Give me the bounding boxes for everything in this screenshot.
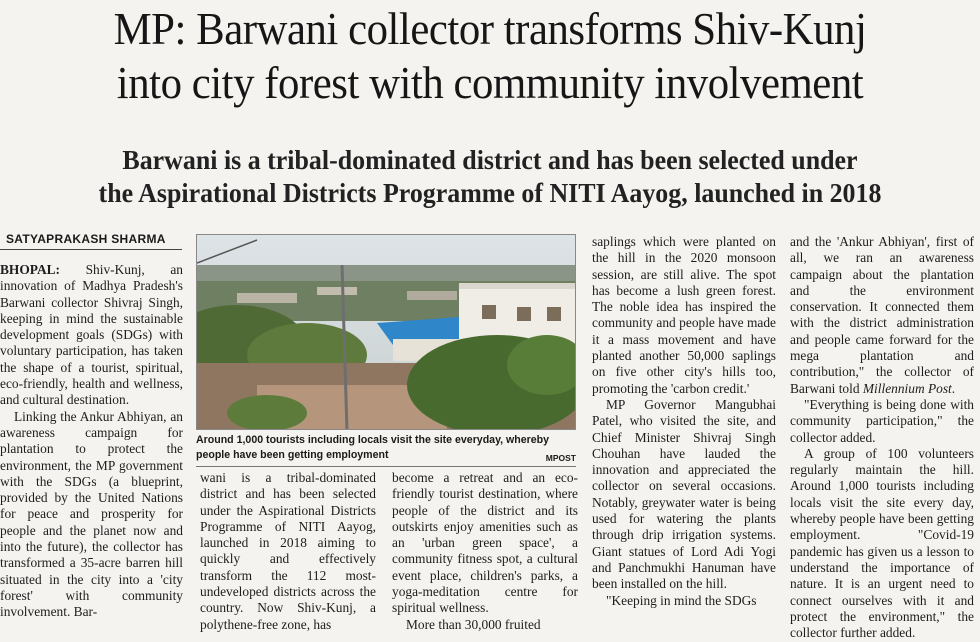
dateline: BHOPAL: (0, 262, 61, 277)
paragraph: "Keeping in mind the SDGs (606, 592, 757, 608)
paragraph: A group of 100 volunteers regularly maintain the hill. Around 1,000 tourists including locals visit the site every day, whereby people have been getting employment. "Covid-19 pandemic has given us a lesson to understand the importance of nature. It is an urgent need to connect ourselves with it and protect the environment," the collector further added. (790, 445, 974, 641)
photo-credit: MPOST (545, 452, 576, 463)
paragraph-text: Shiv-Kunj, an innovation of Madhya Pradesh's Barwani collector Shivraj Singh, keeping in mind the sustainable development goals (SDGs) with voluntary participation, has taken the shape of a tourist, spiritual, eco-friendly, health and wellness, and cultural destination. (0, 262, 183, 408)
paragraph-text: . (951, 380, 956, 396)
column-1 (0, 262, 183, 642)
caption-rule (196, 466, 576, 467)
photo-caption (196, 433, 576, 465)
paragraph (0, 262, 183, 409)
column-2 (200, 470, 376, 642)
paragraph: become a retreat and an eco-friendly tourist destination, where people of the district and its outskirts enjoy amenities such as an 'urban green space', a community fitness spot, a cultural event place, children's parks, a yoga-meditation centre for spiritual wellness. (392, 470, 578, 616)
paragraph: wani is a tribal-dominated district and has been selected under the Aspirational Districts Programme of NITI Aayog, launched in 2018 aiming to quickly and effectively transform the 112 most-undeveloped districts across the country. Now Shiv-Kunj, a polythene-free zone, has (200, 470, 376, 632)
subhead-line-1: Barwani is a tribal-dominated district and has been selected under (122, 145, 858, 175)
paragraph: Linking the Ankur Abhiyan, an awareness campaign for plantation to protect the environment, the MP government with the SDGs (a blueprint, provided by the United Nations for peace and prosperity for people and the planet now and into the future), the collector has transformed a 35-acre barren hill situated in the city into a 'city forest' with community involvement. Bar- (0, 408, 183, 620)
subheadline (20, 144, 961, 210)
paragraph: MP Governor Mangubhai Patel, who visited the site, and Chief Minister Shivraj Singh Chouhan have lauded the innovation and appreciated the collector on several occasions. Notably, greywater water is being used for watering the plants through drip irrigation systems. Giant statues of Lord Adi Yogi and Panchmukhi Hanuman have been installed on the hill. (592, 396, 776, 592)
paragraph: More than 30,000 fruited (406, 616, 541, 632)
photo-illustration (197, 235, 576, 430)
paragraph: "Everything is being done with community participation," the collector added. (790, 396, 974, 445)
byline: SATYAPRAKASH SHARMA (6, 232, 166, 246)
headline-line-1: MP: Barwani collector transforms Shiv-Kunj (113, 3, 867, 54)
column-3 (392, 470, 578, 642)
column-5 (790, 234, 974, 642)
headline-line-2: into city forest with community involvement (116, 57, 864, 108)
publication-name: Millennium Post (862, 380, 952, 396)
caption-text: Around 1,000 tourists including locals visit the site everyday, whereby people have been getting employment (196, 434, 550, 461)
column-4 (592, 234, 776, 642)
paragraph (790, 234, 974, 397)
paragraph: saplings which were planted on the hill in the 2020 monsoon session, are still alive. The spot has become a lush green forest. The noble idea has inspired the community and people have made it a mass movement and have planted another 50,000 saplings on five other city's hills too, promoting the 'carbon credit.' (592, 234, 776, 396)
article-photo (196, 234, 576, 430)
paragraph-text: and the 'Ankur Abhiyan', first of all, we ran an awareness campaign about the plantation and the environment conservation. It connected them with the district administration and people came forward for the mega plantation and contribution," the collector of Barwani told (790, 234, 974, 396)
byline-rule (0, 249, 182, 250)
subhead-line-2: the Aspirational Districts Programme of NITI Aayog, launched in 2018 (98, 178, 882, 208)
headline (34, 2, 945, 110)
